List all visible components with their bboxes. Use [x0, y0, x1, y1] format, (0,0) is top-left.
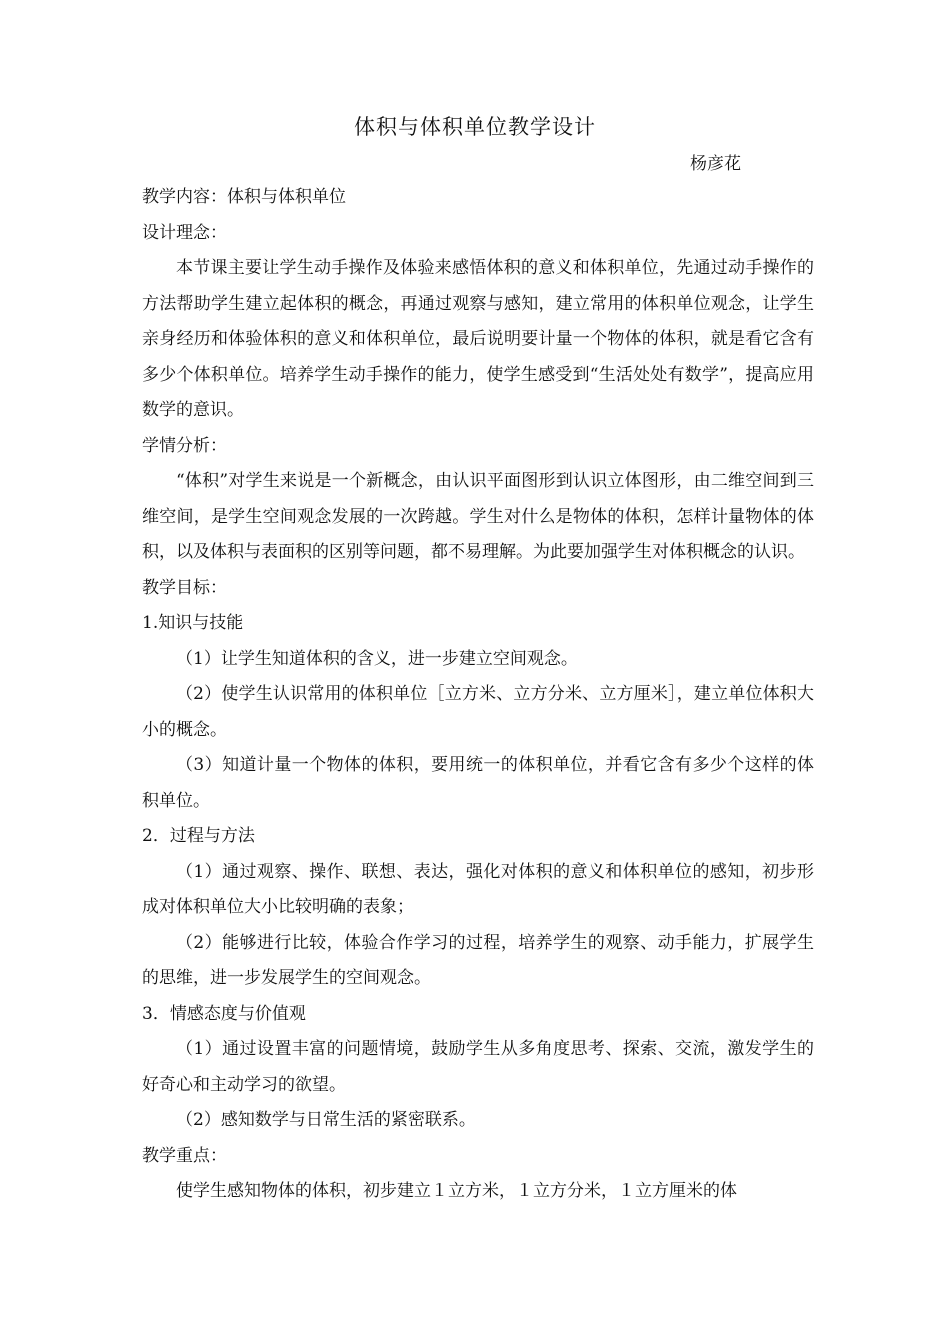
- goal1-item: （2）使学生认识常用的体积单位［立方米、立方分米、立方厘米］，建立单位体积大小的概念。: [142, 684, 814, 740]
- author-name: 杨彦花: [690, 154, 741, 174]
- content-label: 教学内容：体积与体积单位: [142, 187, 346, 207]
- focus-heading: 教学重点：: [142, 1145, 227, 1166]
- concept-heading: 设计理念：: [142, 222, 227, 243]
- goal3-heading: 3．情感态度与价值观: [142, 1003, 306, 1024]
- goal2-heading: 2．过程与方法: [142, 826, 255, 846]
- goal3-item: （1）通过设置丰富的问题情境，鼓励学生从多角度思考、探索、交流，激发学生的好奇心和主动学习的欲望。: [142, 1039, 814, 1095]
- focus-paragraph: 使学生感知物体的体积，初步建立１立方米，１立方分米，１立方厘米的体: [176, 1181, 737, 1201]
- analysis-paragraph: “体积”对学生来说是一个新概念，由认识平面图形到认识立体图形，由二维空间到三维空间，是学生空间观念发展的一次跨越。学生对什么是物体的体积，怎样计量物体的体积，以及体积与表面积的区别等问题，都不易理解。为此要加强学生对体积概念的认识。: [142, 471, 814, 562]
- goal1-item: （1）让学生知道体积的含义，进一步建立空间观念。: [176, 648, 578, 669]
- document-body: [142, 180, 814, 1210]
- goal3-item: （2）感知数学与日常生活的紧密联系。: [176, 1110, 476, 1130]
- goal2-item: （2）能够进行比较，体验合作学习的过程，培养学生的观察、动手能力，扩展学生的思维，进一步发展学生的空间观念。: [142, 932, 814, 988]
- goals-heading: 教学目标：: [142, 577, 227, 598]
- goal2-item: （1）通过观察、操作、联想、表达，强化对体积的意义和体积单位的感知，初步形成对体积单位大小比较明确的表象；: [142, 861, 814, 917]
- concept-paragraph: 本节课主要让学生动手操作及体验来感悟体积的意义和体积单位，先通过动手操作的方法帮助学生建立起体积的概念，再通过观察与感知，建立常用的体积单位观念，让学生亲身经历和体验体积的意义和体积单位，最后说明要计量一个物体的体积，就是看它含有多少个体积单位。培养学生动手操作的能力，使学生感受到“生活处处有数学”，提高应用数学的意识。: [142, 258, 814, 420]
- analysis-heading: 学情分析：: [142, 435, 227, 456]
- document-title: 体积与体积单位教学设计: [354, 115, 596, 139]
- goal1-item: （3）知道计量一个物体的体积，要用统一的体积单位，并看它含有多少个这样的体积单位。: [142, 755, 814, 811]
- goal1-heading: 1.知识与技能: [142, 613, 244, 633]
